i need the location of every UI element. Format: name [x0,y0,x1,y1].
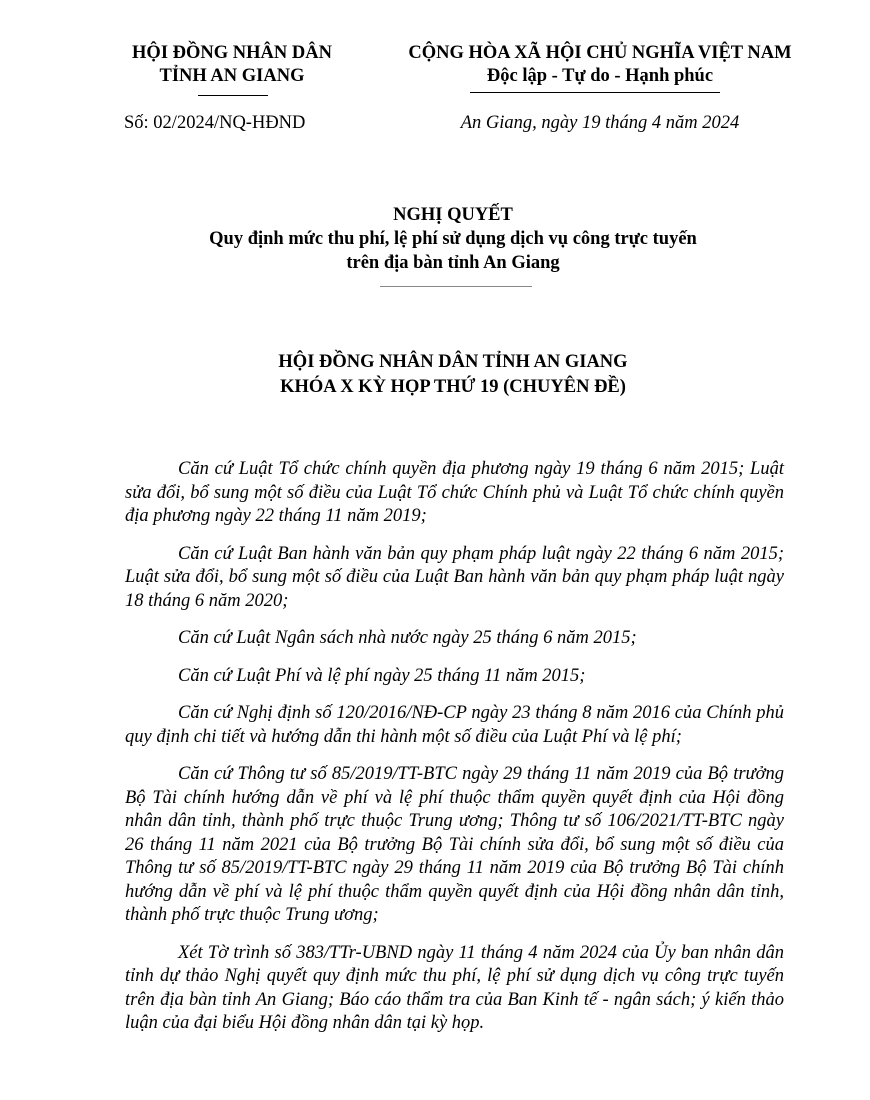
preamble-paragraph: Căn cứ Thông tư số 85/2019/TT-BTC ngày 29 tháng 11 năm 2019 của Bộ trưởng Bộ Tài chính hướng dẫn về phí và lệ phí thuộc thẩm quyền quyết định của Hội đồng nhân dân tỉnh, thành phố trực thuộc Trung ương; Thông tư số 106/2021/TT-BTC ngày 26 tháng 11 năm 2021 của Bộ trưởng Bộ Tài chính sửa đổi, bổ sung một số điều của Thông tư số 85/2019/TT-BTC ngày 29 tháng 11 năm 2019 của Bộ trưởng Bộ Tài chính hướng dẫn về phí và lệ phí thuộc thẩm quyền quyết định của Hội đồng nhân dân tỉnh, thành phố trực thuộc Trung ương; [125,764,784,925]
document-type: NGHỊ QUYẾT [393,205,513,225]
document-subject-line-2: trên địa bàn tỉnh An Giang [346,253,560,273]
preamble-paragraph: Căn cứ Luật Tổ chức chính quyền địa phương ngày 19 tháng 6 năm 2015; Luật sửa đổi, bổ sung một số điều của Luật Tổ chức Chính phủ và Luật Tổ chức chính quyền địa phương ngày 22 tháng 11 năm 2019; [125,459,784,526]
preamble-paragraph: Căn cứ Luật Ngân sách nhà nước ngày 25 tháng 6 năm 2015; [178,628,637,648]
council-session: KHÓA X KỲ HỌP THỨ 19 (CHUYÊN ĐỀ) [280,377,626,397]
preamble-paragraph: Căn cứ Luật Ban hành văn bản quy phạm pháp luật ngày 22 tháng 6 năm 2015; Luật sửa đổi, bổ sung một số điều của Luật Ban hành văn bản quy phạm pháp luật ngày 18 tháng 6 năm 2020; [125,543,784,611]
document-subject-line-1: Quy định mức thu phí, lệ phí sử dụng dịch vụ công trực tuyến [209,229,697,249]
council-heading [120,350,786,400]
preamble-paragraph: Căn cứ Luật Phí và lệ phí ngày 25 tháng 11 năm 2015; [178,665,586,686]
motto: Độc lập - Tự do - Hạnh phúc [486,66,714,86]
country-name: CỘNG HÒA XÃ HỘI CHỦ NGHĨA VIỆT NAM [408,43,792,63]
document-date: An Giang, ngày 19 tháng 4 năm 2024 [460,113,740,133]
national-motto-block [392,42,808,88]
document-number: Số: 02/2024/NQ-HĐND [124,113,306,133]
preamble-paragraph: Xét Tờ trình số 383/TTr-UBND ngày 11 tháng 4 năm 2024 của Ủy ban nhân dân tỉnh dự thảo Nghị quyết quy định mức thu phí, lệ phí sử dụng dịch vụ công trực tuyến trên địa bàn tỉnh An Giang; Báo cáo thẩm tra của Ban Kinh tế - ngân sách; ý kiến thảo luận của đại biểu Hội đồng nhân dân tại kỳ họp. [125,942,784,1033]
issuer-name: HỘI ĐỒNG NHÂN DÂN [132,43,332,63]
issuer-province: TỈNH AN GIANG [159,66,305,86]
document-title-block [120,203,786,275]
title-divider [380,286,532,287]
preamble-paragraph: Căn cứ Nghị định số 120/2016/NĐ-CP ngày 23 tháng 8 năm 2016 của Chính phủ quy định chi tiết và hướng dẫn thi hành một số điều của Luật Phí và lệ phí; [125,703,784,747]
motto-underline [470,92,720,93]
council-name: HỘI ĐỒNG NHÂN DÂN TỈNH AN GIANG [278,352,628,372]
preamble [125,458,784,1050]
issuer-underline [198,95,268,96]
issuer-block [122,42,342,88]
